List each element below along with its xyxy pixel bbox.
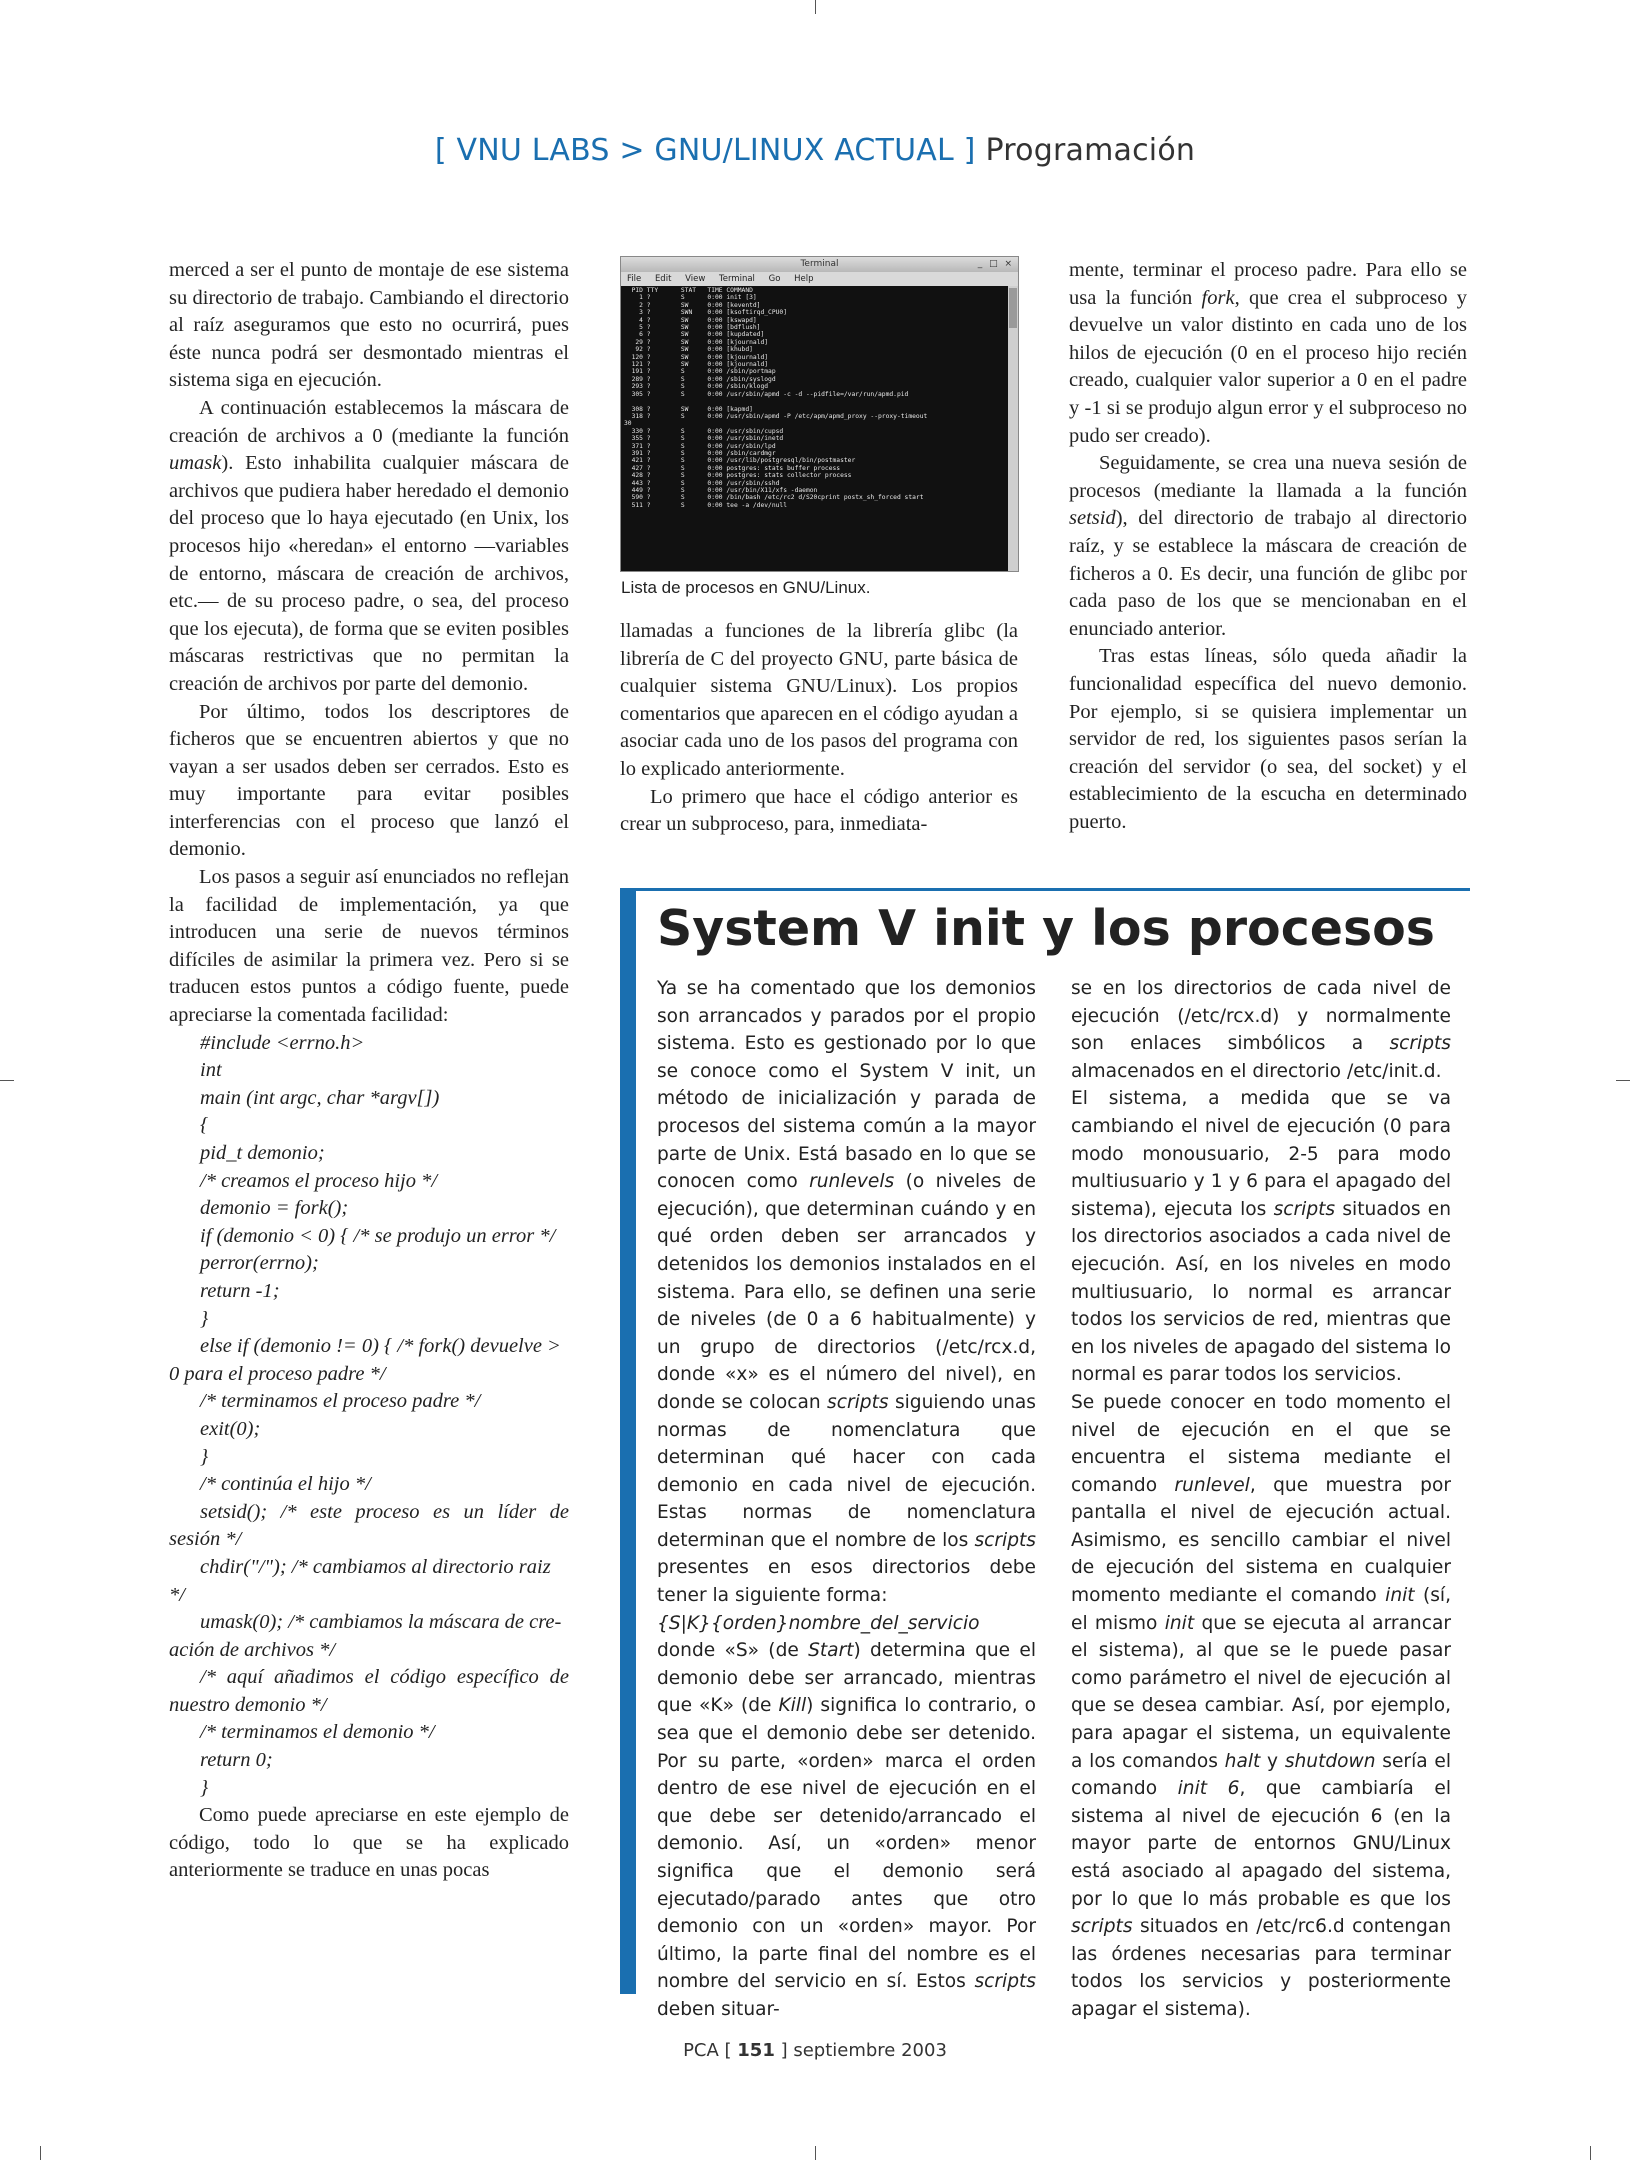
terminal-menubar [621,272,1018,286]
text-emphasis: umask [169,452,222,475]
terminal-line: PID TTY STAT TIME COMMAND [624,287,753,294]
terminal-line: 121 ? SW 0:00 [kjournald] [624,361,769,369]
text-run: Ya se ha comentado que los demonios son arrancados y parados por el propio sistema. Esto es gestionado por lo que se conoce como el System V init, un método de inicialización y parada de procesos del sistema común a la mayor parte de Unix. Está basado en lo que se conocen como [657,978,1036,1193]
code-line: demonio = fork(); [200,1197,349,1220]
col1-paragraph [169,395,569,699]
terminal-line: 511 ? S 0:00 tee -a /dev/null [624,501,788,509]
sidebar-title: System V init y los procesos [657,900,1435,957]
col3-paragraph: Tras estas líneas, sólo queda añadir la funcionalidad específica del nuevo demonio. Por ejemplo, si se quisiera implementar un servidor de red, los siguientes pasos serían la creación del servidor (o sea, del socket) y el establecimiento de la escucha en determinado puerto. [1069,645,1467,833]
text-emphasis: Kill [778,1695,807,1717]
sidebar-top-rule [620,888,1470,891]
text-run: ), del directorio de trabajo al directorio raíz, y se establece la máscara de creación de ficheros a 0. Es decir, una función de glibc por cada paso de los que se mencionaban en el enunciado anterior. [1069,507,1467,640]
menu-edit: Edit [654,274,672,284]
text-run: siguiendo unas normas de nomenclatura que determinan qué hacer con cada demonio en cada nivel de ejecución. Estas normas de nomenclatura determinan que el nombre de los [657,1391,1036,1551]
sidebar-column-1 [657,975,1036,2024]
terminal-line: 2 ? SW 0:00 [keventd] [624,301,761,309]
text-run: , que cambiaría el sistema al nivel de ejecución 6 (en la mayor parte de entornos GNU/Linux está asociado al apagado del sistema, por lo que lo más probable es que los [1071,1778,1451,1910]
text-run: Se puede conocer en todo momento el nivel de ejecución en el que se encuentra el sistema mediante el comando [1071,1391,1451,1496]
text-run: se en los directorios de cada nivel de ejecución (/etc/rcx.d) y normalmente son enlaces simbólicos a [1071,978,1451,1055]
text-run: El sistema, a medida que se va cambiando el nivel de ejecución (0 para modo monousuario, 2-5 para modo multiusuario y 1 y 6 para el apagado del sistema), ejecuta los [1071,1088,1451,1220]
code-line: /* continúa el hijo */ [200,1473,371,1496]
col1-paragraph: Por último, todos los descriptores de ficheros que se encuentren abiertos y que no vayan a ser usados deben ser cerrados. Esto es muy importante para evitar posibles interferencias con el proceso que lanzó el demonio. [169,700,569,861]
col1-paragraph: Como puede apreciarse en este ejemplo de código, todo lo que se ha explicado anteriormente se traduce en unas pocas [169,1804,569,1882]
col3-paragraph [1069,257,1467,450]
column-3 [1069,257,1467,836]
col1-paragraph: merced a ser el punto de montaje de ese sistema su directorio de trabajo. Cambiando el directorio al raíz aseguramos que esto no ocurrirá, pues éste nunca podrá ser desmontado mientras el sistema siga en ejecución. [169,259,569,392]
text-run: deben situar- [657,1998,780,2020]
text-emphasis: scripts [1273,1198,1336,1220]
text-run: sería el comando [1071,1750,1451,1800]
text-emphasis: init [1164,1612,1195,1634]
terminal-line: 6 ? SW 0:00 [kupdated] [624,331,765,339]
col3-paragraph [1069,450,1467,643]
text-run: situados en /etc/rc6.d contengan las órdenes necesarias para terminar todos los servicios y posteriormente apagar el sistema). [1071,1916,1451,2020]
text-emphasis: runlevels [809,1171,895,1193]
sidebar-formula [657,1610,1036,1638]
text-run: situados en los directorios asociados a cada nivel de ejecución. Así, en los niveles en modo multiusuario, lo normal es arrancar todos los servicios de red, mientras que en los niveles de apagado del sistema lo normal es parar todos los servicios. [1071,1198,1452,1386]
footer-text: PCA [ [683,2040,738,2061]
text-run: , que muestra por pantalla el nivel de ejecución actual. Asimismo, es sencillo cambiar el nivel de ejecución del sistema en cualquier momento mediante el comando [1071,1474,1451,1607]
text-run: ) determina que el demonio debe ser arrancado, mientras que «K» (de [657,1640,1036,1717]
menu-terminal: Terminal [718,274,755,284]
terminal-line: 428 ? S 0:00 postgres: stats collector process [624,472,852,480]
col2-paragraph: llamadas a funciones de la librería glibc (la librería de C del proyecto GNU, parte básica de cualquier sistema GNU/Linux). Los propios comentarios que aparecen en el código ayudan a asociar cada uno de los pasos del programa con lo explicado anteriormente. [620,620,1018,780]
code-line: } [200,1445,209,1468]
crop-mark [815,2146,816,2160]
sidebar-paragraph [1071,975,1451,1085]
menu-help: Help [794,274,814,284]
terminal-line: 330 ? S 0:00 /usr/sbin/cupsd [624,427,784,435]
text-run: y [1260,1750,1285,1772]
text-emphasis: scripts [974,1971,1036,1993]
code-line: } [200,1307,209,1330]
text-emphasis: scripts [827,1391,889,1413]
code-line: /* terminamos el demonio */ [200,1721,435,1744]
code-line: return -1; [200,1279,280,1302]
terminal-line: 305 ? S 0:00 /usr/sbin/apmd -c -d --pidfile=/var/run/apmd.pid [624,390,909,398]
col1-paragraph: Los pasos a seguir así enunciados no reflejan la facilidad de implementación, ya que introducen una serie de nuevos términos difíciles de asimilar la primera vez. Pero si se traducen estos puntos a código fuente, puede apreciarse la comentada facilidad: [169,866,569,1027]
terminal-line: 3 ? SWN 0:00 [ksoftirqd_CPU0] [624,309,788,317]
terminal-line: 92 ? SW 0:00 [khubd] [624,346,753,354]
code-line: int [200,1059,222,1082]
sidebar-column-2 [1071,975,1451,2024]
code-line: return 0; [200,1749,273,1772]
sidebar-paragraph [657,975,1036,1610]
text-run: ). Esto inhabilita cualquier máscara de archivos que pudiera haber heredado el demonio del proceso que lo haya ejecutado (en Unix, los procesos hijo «heredan» el entorno —variables de entorno, máscara de creación de archivos, etc.— de su proceso padre, o sea, del proceso que los ejecuta), de forma que se eviten posibles máscaras restrictivas que no permitan la creación de archivos por parte del demonio. [169,452,569,695]
text-emphasis: runlevel [1174,1474,1250,1496]
code-line: nuestro demonio */ [169,1693,327,1716]
sidebar-paragraph [1071,1389,1451,2024]
text-run: A continuación establecemos la máscara de creación de archivos a 0 (mediante la función [169,396,569,447]
menu-file: File [627,274,642,284]
code-line: ación de archivos */ [169,1638,336,1661]
terminal-line: 449 ? S 0:00 /usr/bin/X11/xfs -daemon [624,486,818,494]
crop-mark [0,1080,14,1081]
terminal-line: 427 ? S 0:00 postgres: stats buffer process [624,464,841,472]
page-footer [0,2040,1630,2061]
code-line: /* terminamos el proceso padre */ [200,1390,481,1413]
code-line: exit(0); [200,1417,261,1440]
code-line: /* aquí añadimos el código específico de [200,1666,569,1689]
terminal-line: 293 ? S 0:00 /sbin/klogd [624,383,769,391]
text-emphasis: setsid [1069,507,1116,530]
scrollbar-thumb [1009,288,1017,328]
terminal-line: 29 ? SW 0:00 [kjournald] [624,338,769,346]
terminal-line: 391 ? S 0:00 /sbin/cardmgr [624,449,776,457]
header-section: Programación [985,133,1196,168]
text-run: que se ejecuta al arrancar el sistema), al que se le puede pasar como parámetro el nivel de ejecución al que se desea cambiar. Así, por ejemplo, para apagar el sistema, un equivalente a los comandos [1071,1612,1451,1772]
crop-mark [815,0,816,14]
terminal-line: 443 ? S 0:00 /usr/sbin/sshd [624,479,780,487]
code-line: */ [169,1583,185,1606]
text-run: (sí, el mismo [1071,1585,1451,1634]
terminal-line: 1 ? S 0:00 init [3] [624,294,757,302]
text-emphasis: halt [1224,1750,1261,1772]
code-line: setsid(); /* este proceso es un líder de [200,1500,569,1523]
code-line: perror(errno); [200,1252,319,1275]
terminal-line: 120 ? SW 0:00 [kjournald] [624,353,769,361]
menu-view: View [685,274,706,284]
sidebar-paragraph [1071,1085,1451,1389]
crop-mark [40,2146,41,2160]
code-line: else if (demonio != 0) { /* fork() devuelve > [200,1335,561,1358]
code-line: 0 para el proceso padre */ [169,1362,386,1385]
sidebar-accent-bar [620,888,636,1994]
terminal-line: 308 ? SW 0:00 [kapmd] [624,405,753,413]
code-line: } [200,1776,209,1799]
text-emphasis: scripts [1071,1916,1133,1938]
terminal-line: 318 ? S 0:00 /usr/sbin/apmd -P /etc/apm/apmd_proxy --proxy-timeout [624,412,928,420]
terminal-output [621,286,1008,571]
column-1 [169,257,569,1885]
sidebar-paragraph [657,1637,1036,2023]
terminal-screenshot [620,256,1019,572]
terminal-title: Terminal [800,259,839,269]
page-number: 151 [737,2040,775,2061]
code-listing [169,1030,569,1803]
text-run: , que crea el subproceso y devuelve un valor distinto en cada uno de los hilos de ejecución (0 en el proceso hijo recién creado, cualquier valor superior a 0 en el padre y -1 si se produjo algun error y el subproceso no pudo ser creado). [1069,286,1467,447]
text-run: (o niveles de ejecución), que determinan cuándo y en qué orden deben ser arrancados y detenidos los demonios instalados en el sistema. Para ello, se definen una serie de niveles (de 0 a 6 habitualmente) y un grupo de directorios (/etc/rcx.d, donde «x» es el número del nivel), en donde se colocan [657,1171,1036,1413]
code-line: { [200,1114,209,1137]
terminal-line: 371 ? S 0:00 /usr/sbin/lpd [624,442,776,450]
terminal-line: 355 ? S 0:00 /usr/sbin/inetd [624,435,784,443]
footer-text: ] septiembre 2003 [774,2040,947,2061]
header-brand: [ VNU LABS > GNU/LINUX ACTUAL ] [434,133,976,168]
terminal-scrollbar [1008,286,1018,571]
code-line: if (demonio < 0) { /* se produjo un error */ [200,1224,556,1247]
code-line: main (int argc, char *argv[]) [200,1086,440,1109]
terminal-line: 30 [624,420,632,428]
text-run: almacenados en el directorio /etc/init.d. [1071,1060,1442,1082]
code-line: #include <errno.h> [200,1031,365,1054]
col2-paragraph: Lo primero que hace el código anterior es crear un subproceso, para, inmediata- [620,785,1018,836]
image-caption: Lista de procesos en GNU/Linux. [621,578,871,597]
code-line: /* creamos el proceso hijo */ [200,1169,438,1192]
code-line: sesión */ [169,1528,242,1551]
text-emphasis: shutdown [1284,1750,1376,1772]
text-emphasis: fork [1201,286,1235,309]
terminal-line: 421 ? S 0:00 /usr/lib/postgresql/bin/postmaster [624,457,856,465]
crop-mark [1616,1080,1630,1081]
text-run: presentes en esos directorios debe tener la siguiente forma: [657,1557,1036,1607]
text-run: Seguidamente, se crea una nueva sesión de procesos (mediante la llamada a la función [1069,452,1467,502]
column-2 [620,618,1018,839]
text-run: ) significa lo contrario, o sea que el demonio debe ser detenido. Por su parte, «orden» marca el orden dentro de ese nivel de ejecución en el que debe ser detenido/arrancado el demonio. Así, un «orden» menor significa que el demonio será ejecutado/parado antes que otro demonio con un «orden» mayor. Por último, la parte final del nombre es el nombre del servicio en sí. Estos [657,1695,1037,1993]
code-line: umask(0); /* cambiamos la máscara de cre- [200,1611,562,1634]
text-emphasis: {S|K}{orden}nombre_del_servicio [657,1612,980,1634]
terminal-line [624,398,1005,405]
crop-mark [1590,2146,1591,2160]
page-header [0,133,1630,168]
text-emphasis: Start [808,1640,854,1662]
terminal-line: 289 ? S 0:00 /sbin/syslogd [624,375,776,383]
text-emphasis: init 6 [1177,1778,1240,1800]
terminal-titlebar [621,257,1018,272]
terminal-line: 590 ? S 0:00 /bin/bash /etc/rc2 d/S20cprint postx_sh_forced start [624,494,924,502]
text-emphasis: init [1385,1585,1415,1607]
text-run: donde «S» (de [657,1640,809,1662]
terminal-line: 4 ? SW 0:00 [kswapd] [624,316,757,324]
text-emphasis: scripts [974,1529,1036,1551]
text-run: mente, terminar el proceso padre. Para ello se usa la función [1069,259,1467,309]
text-emphasis: scripts [1389,1033,1451,1055]
code-line: chdir("/"); /* cambiamos al directorio raiz [200,1555,551,1578]
terminal-line: 5 ? SW 0:00 [bdflush] [624,324,761,332]
menu-go: Go [768,274,781,284]
window-controls-icon: _ □ × [977,259,1014,269]
terminal-line: 191 ? S 0:00 /sbin/portmap [624,368,776,376]
code-line: pid_t demonio; [200,1142,325,1164]
